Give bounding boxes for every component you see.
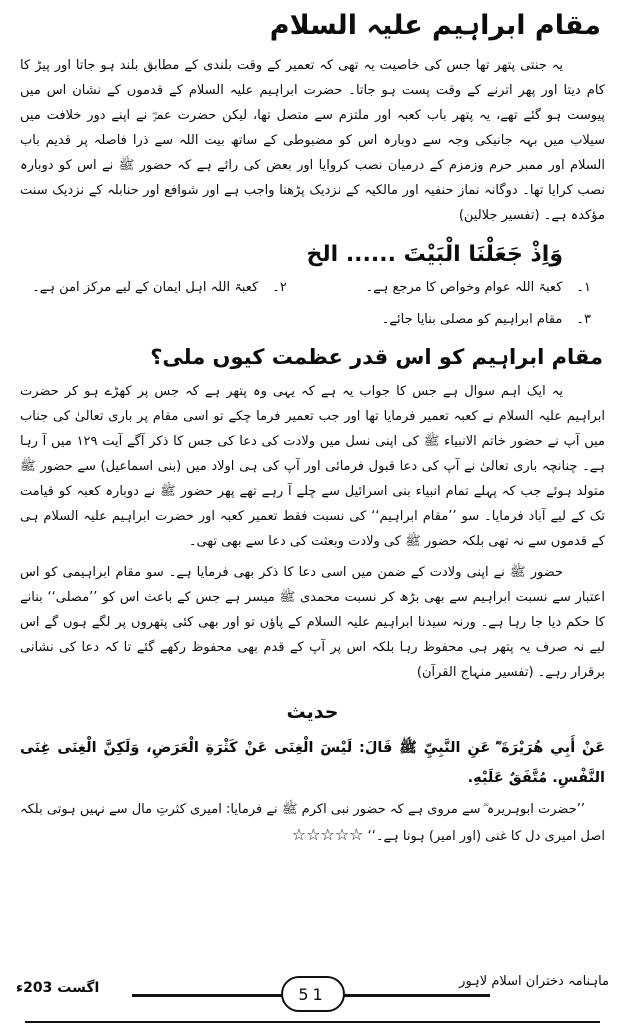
page-title: مقام ابراہیم علیہ السلام — [269, 10, 601, 41]
point-text: کعبۃ اللہ اہل ایمان کے لیے مرکز امن ہے۔ — [32, 280, 259, 296]
hadith-translation-text: ’’حضرت ابوہریرہ ؓ سے مروی ہے کہ حضور نبی اکرم ﷺ نے فرمایا: امیری کثرتِ مال سے نہیں ہوتی بلکہ اصل امیری دل کا غنی (اور امیر) ہونا ہے۔‘‘ — [20, 802, 605, 845]
quran-verse-heading: وَاِذْ جَعَلْنَا الْبَيْتَ ...... الخ — [306, 242, 563, 268]
end-stars-decoration: ☆☆☆☆☆ — [291, 825, 364, 845]
footer-magazine-name: ماہنامہ دختران اسلام لاہور — [459, 974, 609, 989]
bottom-edge-rule — [25, 1021, 600, 1023]
point-text: کعبۃ اللہ عوام وخواص کا مرجع ہے۔ — [365, 280, 563, 296]
list-item — [301, 309, 605, 331]
point-text: مقام ابراہیم کو مصلی بنایا جائے۔ — [381, 312, 563, 328]
hadith-arabic-text: عَنْ أَبِي هُرَيْرَةَ ؓ عَنِ النَّبِيِّ ﷺ قَالَ: لَيْسَ الْغِنَى عَنْ كَثْرَةِ الْعَرَضِ، وَلَكِنَّ الْغِنَى غِنَى النَّفْسِ. مُتَّفَقٌ عَلَيْهِ. — [20, 740, 605, 787]
hadith-section-heading: حدیث — [286, 701, 339, 724]
section-heading-why-greatness: مقام ابراہیم کو اس قدر عظمت کیوں ملی؟ — [150, 345, 603, 370]
paragraph-kaaba-stone: یہ جنتی پتھر تھا جس کی خاصیت یہ تھی کہ تعمیر کے وقت بلندی کے مطابق بلند ہو جاتا اور پیڑ کا کام دیتا اور پھر اترنے کے وقت پست ہو جاتا۔ حضرت ابراہیم علیہ السلام کے قدموں کے نشان اس میں پیوست ہو گئے تھے، یہ پتھر باب کعبہ اور ملتزم سے متصل تھا، لیکن حضرت عمرؓ نے اپنے دور خلافت میں سیلاب میں بہہ جانیکی وجہ سے دوبارہ اس کو مضبوطی کے ساتھ بیت اللہ سے ذرا فاصلہ پر قدیم باب السلام اور ممبر حرم وزمزم کے درمیان نصب کروایا اور بعض کی رائے ہے کہ حضور ﷺ نے اس کو دوبارہ نصب کرایا تھا۔ دوگانہ نماز حنفیہ اور مالکیہ کے نزدیک پڑھنا واجب ہے اور شوافع اور حنابلہ کے نزدیک سنت مؤکدہ ہے۔ (تفسیر جلالین) — [20, 58, 606, 224]
point-number: ۲۔ — [272, 280, 287, 296]
verse-points-list — [20, 277, 605, 331]
footer-date: اگست 203ء — [16, 980, 100, 996]
list-item — [20, 277, 301, 299]
point-number: ۳۔ — [576, 312, 591, 328]
paragraph-prophetic-connection: حضور ﷺ نے اپنی ولادت کے ضمن میں اسی دعا کا ذکر بھی فرمایا ہے۔ سو مقام ابراہیمی کو اس اعتبار سے نسبت ابراہیم سے بھی بڑھ کر نسبت محمدی ﷺ میسر ہے جس کے باعث اس کو ’’مصلی‘‘ بنانے کا حکم دیا جا رہا ہے۔ ورنہ سیدنا ابراہیم علیہ السلام کے پاؤں تو اور بھی کئی پتھروں پر لگے ہوں گے اس لیے نہ صرف یہ پتھر ہی محفوظ رہا بلکہ اس پر آپ کے قدم بھی محفوظ رکھے گئے تا کہ دعا کی نشانی برقرار رہے۔ (تفسیر منہاج القرآن) — [20, 565, 605, 681]
point-number: ۱۔ — [576, 280, 591, 296]
paragraph-why-greatness: یہ ایک اہم سوال ہے جس کا جواب یہ ہے کہ یہی وہ پتھر ہے کہ جس پر کھڑے ہو کر حضرت ابراہیم علیہ السلام نے کعبہ تعمیر فرمایا تھا اور جب تعمیر فرما چکے تو اسی مقام پر باری تعالیٰ کی جناب میں آپ نے حضور خاتم الانبیاء ﷺ کی اپنی نسل میں ولادت کی دعا کی جس کا ذکر آگے آیت ۱۲۹ میں آ رہا ہے۔ چنانچہ باری تعالیٰ نے آپ کی دعا قبول فرمائی اور آپ کی ہی اولاد میں (بنی اسماعیل) سے حضور ﷺ متولد ہوئے جب کہ پہلے تمام انبیاء بنی اسرائیل سے چلے آ رہے تھے پھر حضور ﷺ نے دوبارہ کعبہ کو قیامت تک کے لیے آباد فرمایا۔ سو ’’مقام ابراہیم‘‘ کی نسبت فقط تعمیر کعبہ اور حضرت ابراہیم علیہ السلام ہی کے قدموں سے نہ تھی بلکہ حضور ﷺ کی ولادت وبعثت کی دعا سے بھی تھی۔ — [20, 384, 605, 550]
list-item — [301, 277, 605, 299]
page-footer — [0, 972, 625, 1016]
page-number-badge: 51 — [281, 976, 345, 1012]
hadith-urdu-translation — [20, 797, 605, 849]
